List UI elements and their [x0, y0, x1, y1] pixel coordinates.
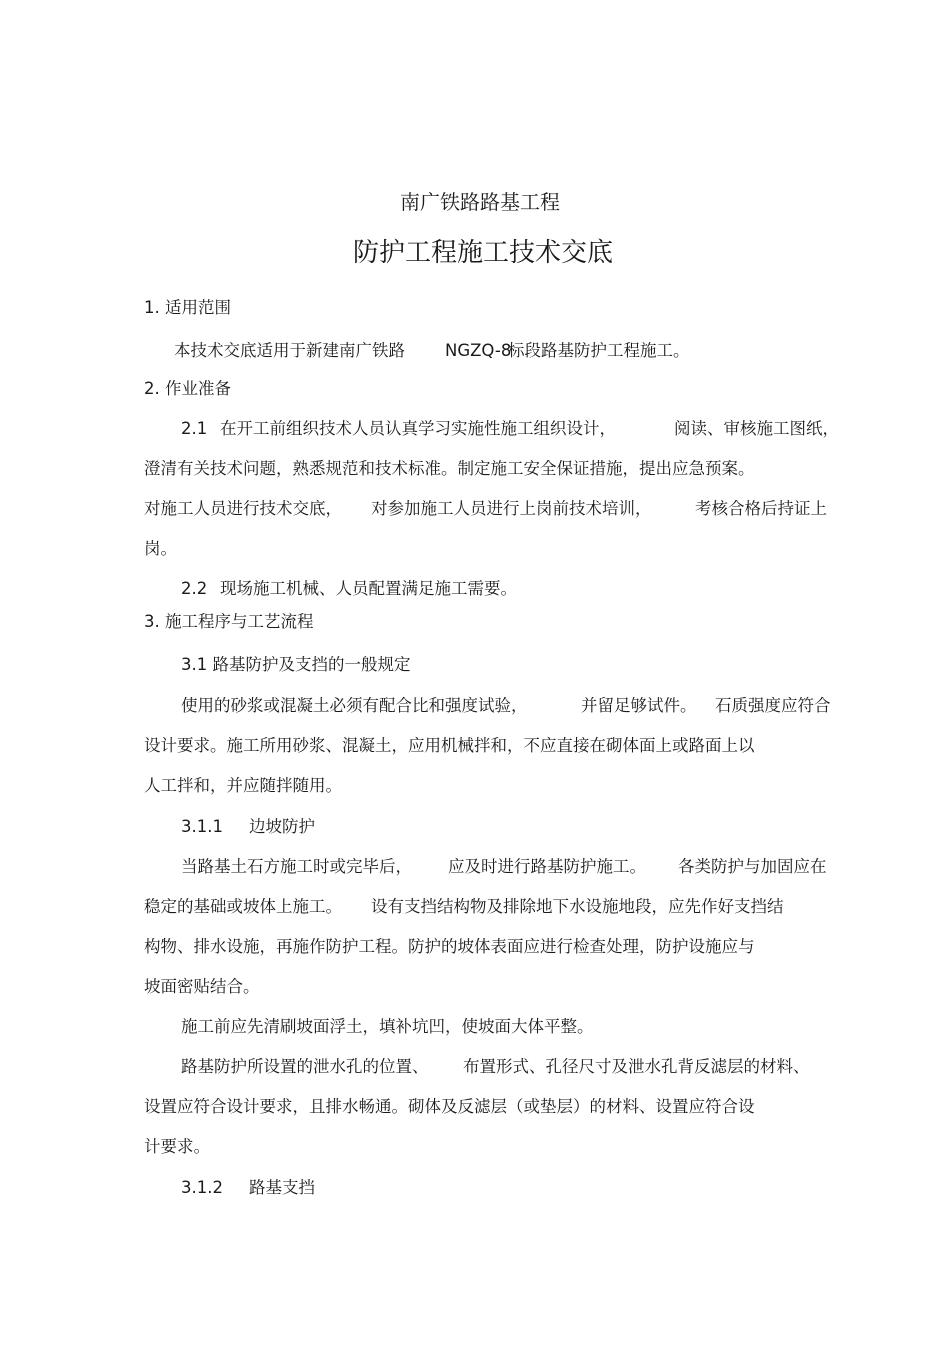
paragraph-line: 标段路基防护工程施工。 [508, 341, 690, 360]
paragraph-line: 在开工前组织技术人员认真学习实施性施工组织设计， [220, 419, 616, 438]
paragraph-line: 岗。 [144, 539, 177, 558]
doc-subtitle: 防护工程施工技术交底 [353, 238, 614, 268]
paragraph-line: 当路基土石方施工时或完毕后， [181, 857, 412, 876]
paragraph-line: 阅读、审核施工图纸， [674, 419, 839, 438]
paragraph-line: 2.2 [181, 579, 208, 598]
paragraph-line: 构物、排水设施，再施作防护工程。防护的坡体表面应进行检查处理，防护设施应与 [144, 937, 755, 956]
paragraph-line: 稳定的基础或坡体上施工。 [144, 897, 342, 916]
doc-title: 南广铁路路基工程 [400, 190, 560, 214]
subsection-number: 3.1.1 [181, 817, 223, 836]
paragraph-line: 现场施工机械、人员配置满足施工需要。 [220, 579, 517, 598]
paragraph-line: 考核合格后持证上 [695, 499, 827, 518]
paragraph-line: NGZQ-8 [445, 341, 512, 360]
paragraph-line: 坡面密贴结合。 [144, 977, 260, 996]
paragraph-line: 布置形式、孔径尺寸及泄水孔背反滤层的材料、 [463, 1057, 810, 1076]
subsection-heading: 路基支挡 [249, 1178, 315, 1197]
paragraph-line: 2.1 [181, 419, 208, 438]
paragraph-line: 各类防护与加固应在 [678, 857, 827, 876]
paragraph-line: 路基防护所设置的泄水孔的位置、 [181, 1057, 429, 1076]
paragraph-line: 并留足够试件。 [581, 696, 697, 715]
subsection-number: 3.1.2 [181, 1178, 223, 1197]
paragraph-line: 应及时进行路基防护施工。 [448, 857, 646, 876]
paragraph-line: 石质强度应符合 [715, 696, 831, 715]
subsection-heading: 3.1 路基防护及支挡的一般规定 [181, 655, 411, 674]
paragraph-line: 计要求。 [144, 1137, 210, 1156]
paragraph-line: 施工前应先清刷坡面浮土，填补坑凹，使坡面大体平整。 [181, 1017, 594, 1036]
paragraph-line: 人工拌和，并应随拌随用。 [144, 776, 342, 795]
subsection-heading: 边坡防护 [249, 817, 315, 836]
section-1-heading: 1. 适用范围 [144, 298, 231, 317]
paragraph-line: 澄清有关技术问题，熟悉规范和技术标准。制定施工安全保证措施，提出应急预案。 [144, 459, 755, 478]
section-2-heading: 2. 作业准备 [144, 379, 231, 398]
paragraph-line: 设计要求。施工所用砂浆、混凝土，应用机械拌和，不应直接在砌体面上或路面上以 [144, 736, 755, 755]
paragraph-line: 对参加施工人员进行上岗前技术培训， [371, 499, 652, 518]
paragraph-line: 使用的砂浆或混凝土必须有配合比和强度试验， [181, 696, 528, 715]
section-3-heading: 3. 施工程序与工艺流程 [144, 612, 314, 631]
paragraph-line: 设置应符合设计要求，且排水畅通。砌体及反滤层（或垫层）的材料、设置应符合设 [144, 1097, 755, 1116]
paragraph-line: 设有支挡结构物及排除地下水设施地段，应先作好支挡结 [371, 897, 784, 916]
paragraph-line: 对施工人员进行技术交底， [144, 499, 342, 518]
paragraph-line: 本技术交底适用于新建南广铁路 [174, 341, 405, 360]
